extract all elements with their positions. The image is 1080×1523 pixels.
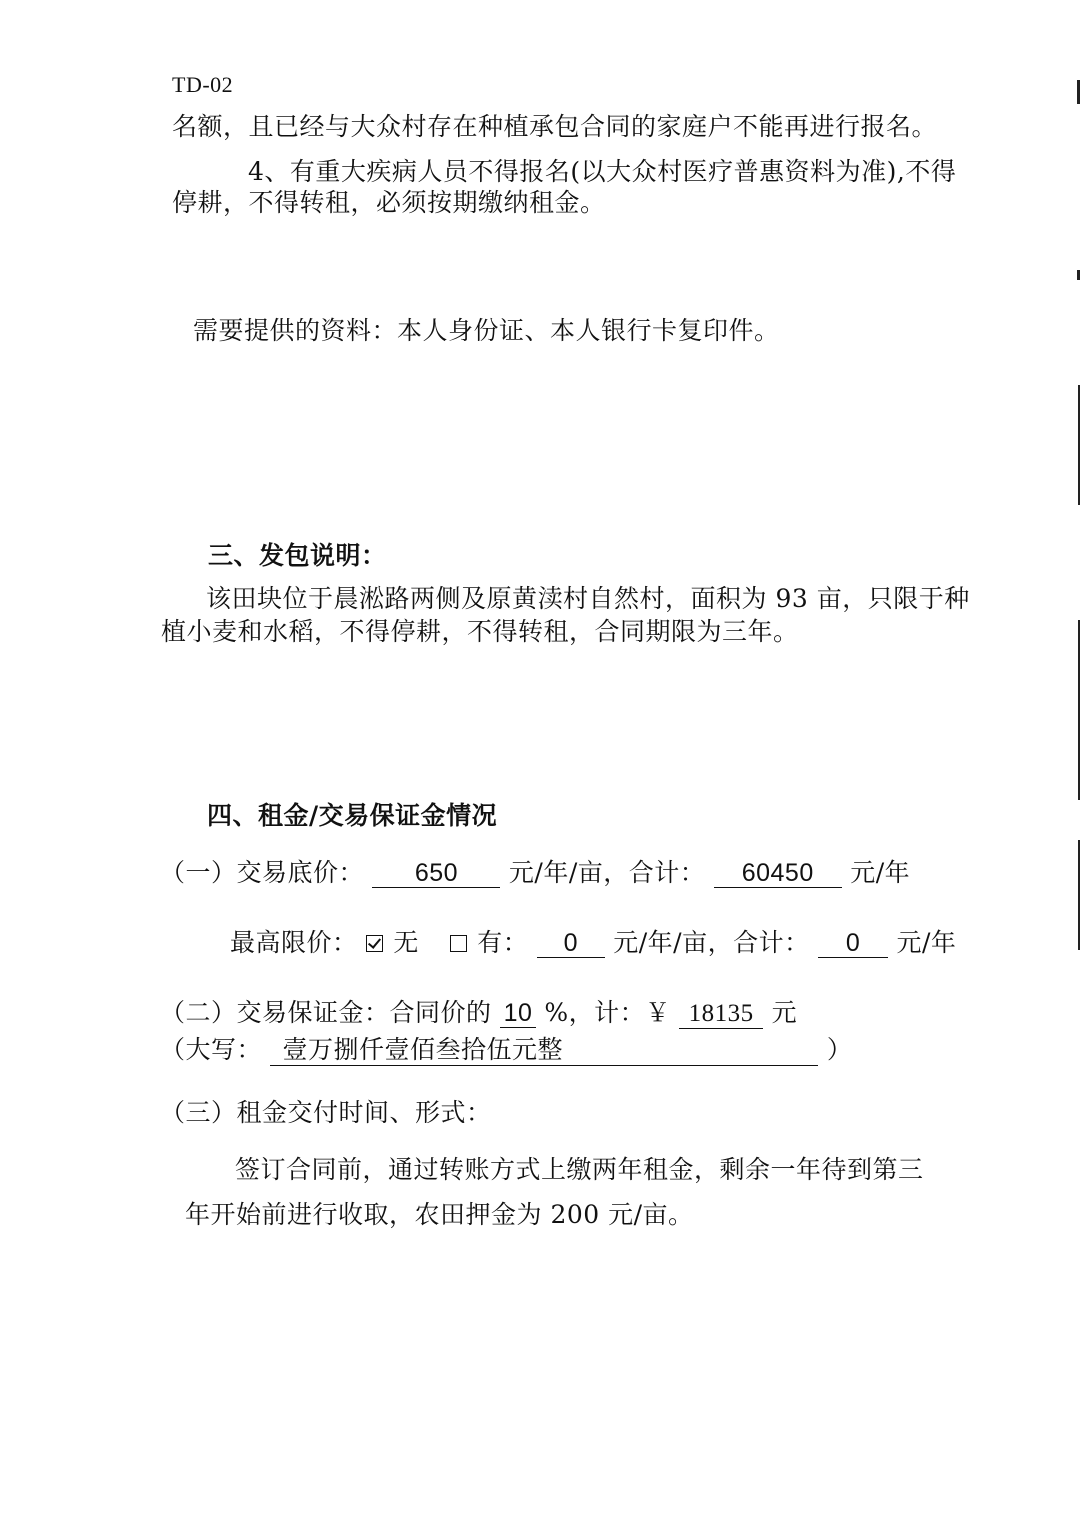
section-3-line-2: 植小麦和水稻，不得停耕，不得转租，合同期限为三年。 [161,617,799,646]
deposit-row [160,998,797,1029]
document-code: TD-02 [172,72,234,97]
max-price-total: 0 [818,929,888,958]
none-checkbox-checked-icon[interactable] [366,935,383,952]
deposit-amount-unit: 元 [771,998,798,1027]
payment-line-2: 年开始前进行收取，农田押金为 200 元/亩。 [185,1200,694,1229]
deposit-percent: 10 [500,999,536,1028]
section-3-line-1: 该田块位于晨淞路两侧及原黄渎村自然村，面积为 93 亩，只限于种 [206,584,970,613]
none-option-label: 无 [393,928,419,957]
payment-heading: （三）租金交付时间、形式： [160,1098,492,1127]
deposit-words-open: （大写： [160,1035,263,1064]
max-price-value: 0 [537,929,605,958]
deposit-words-value: 壹万捌仟壹佰叁拾伍元整 [270,1037,818,1066]
deposit-label: （二）交易保证金：合同价的 [160,998,492,1027]
base-price-unit: 元/年/亩，合计： [508,858,706,887]
deposit-words-row [160,1035,852,1066]
max-price-row [230,928,956,958]
deposit-percent-sign: %，计：￥ [544,998,671,1027]
max-price-label: 最高限价： [230,928,358,957]
payment-line-1: 签订合同前，通过转账方式上缴两年租金，剩余一年待到第三 [235,1155,924,1184]
intro-line-1: 名额，且已经与大众村存在种植承包合同的家庭户不能再进行报名。 [172,112,938,141]
base-price-value: 650 [372,859,500,888]
base-price-total-unit: 元/年 [850,858,911,887]
section-4-heading: 四、租金/交易保证金情况 [207,801,498,830]
base-price-label: （一）交易底价： [160,858,365,887]
required-materials: 需要提供的资料：本人身份证、本人银行卡复印件。 [193,316,780,345]
base-price-total: 60450 [714,859,842,888]
max-price-unit: 元/年/亩，合计： [613,928,810,957]
deposit-words-close: ） [826,1035,853,1064]
has-checkbox-icon[interactable] [450,935,467,952]
intro-line-2: 4、有重大疾病人员不得报名(以大众村医疗普惠资料为准),不得 [248,157,957,186]
base-price-row [160,858,910,888]
has-option-label: 有： [477,928,529,957]
section-3-heading: 三、发包说明： [208,541,387,570]
intro-line-3: 停耕，不得转租，必须按期缴纳租金。 [172,188,606,217]
max-price-total-unit: 元/年 [896,928,957,957]
deposit-amount: 18135 [679,1000,763,1029]
